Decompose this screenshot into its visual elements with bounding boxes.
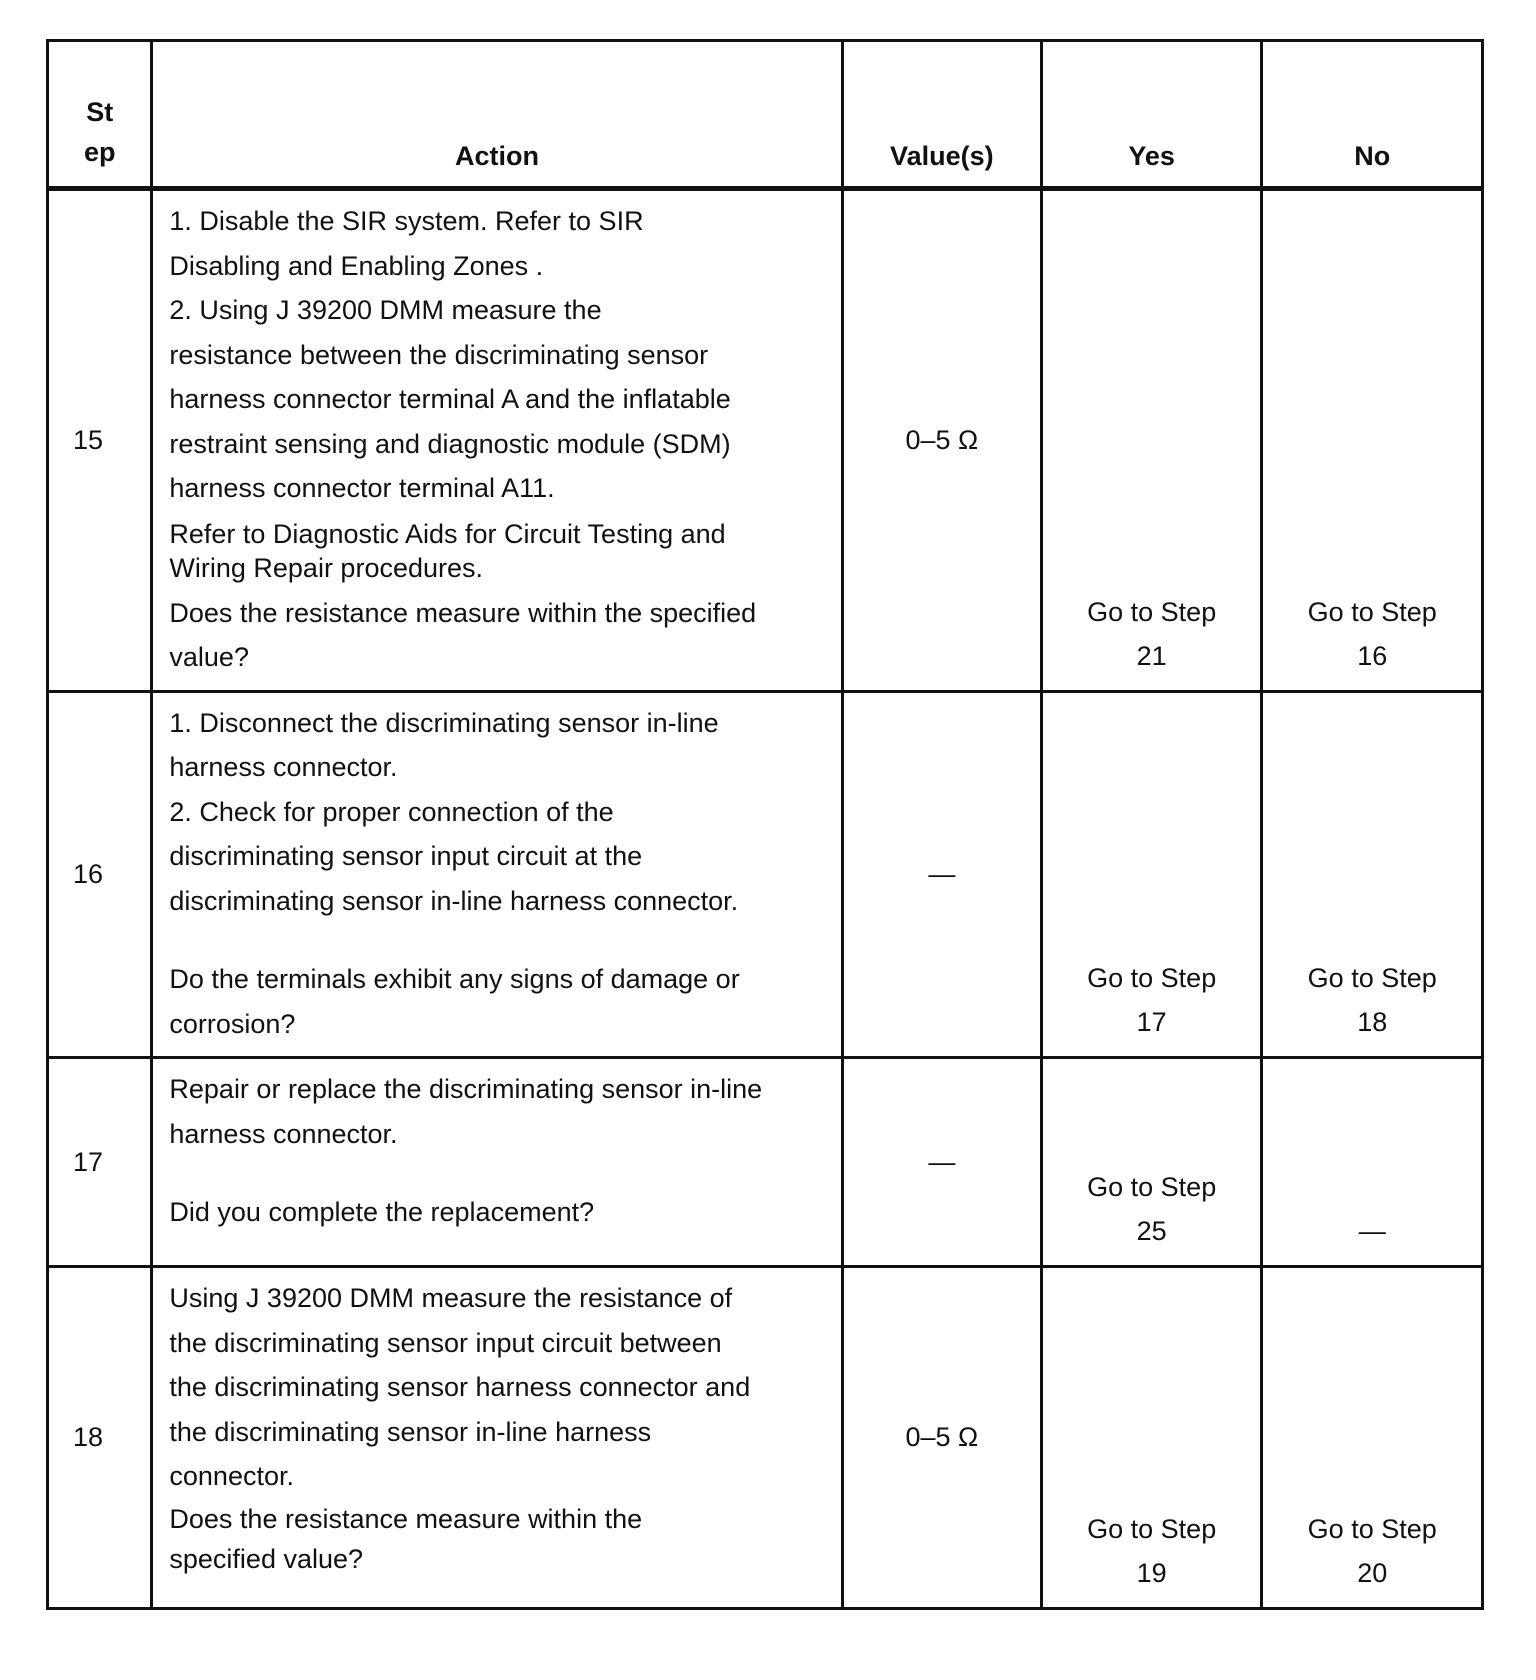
- header-step: [48, 41, 152, 189]
- question: [169, 1499, 828, 1579]
- header-action: Action: [152, 41, 842, 189]
- action-line: Disabling and Enabling Zones .: [169, 250, 544, 281]
- action-line: Refer to Diagnostic Aids for Circuit Testing and: [169, 518, 726, 549]
- question: [169, 1190, 828, 1235]
- action-cell: [152, 1058, 842, 1267]
- action-cell: [152, 1267, 842, 1609]
- yes-line: 25: [1136, 1216, 1167, 1246]
- yes-line: 17: [1136, 1007, 1167, 1037]
- no-cell: [1262, 691, 1483, 1058]
- action-line: discriminating sensor input circuit at the: [169, 841, 643, 871]
- step-number: 17: [48, 1058, 152, 1267]
- no-line: 20: [1357, 1558, 1388, 1588]
- no-cell: [1262, 189, 1483, 692]
- yes-line: Go to Step: [1087, 1514, 1217, 1544]
- action-line: discriminating sensor in-line harness connector.: [169, 885, 739, 916]
- no-cell: [1262, 1267, 1483, 1609]
- no-line: 18: [1357, 1007, 1388, 1037]
- action-line: 2. Check for proper connection of the: [169, 796, 614, 827]
- action-line: harness connector.: [169, 1118, 398, 1149]
- yes-cell: [1041, 189, 1262, 692]
- action-line: the discriminating sensor in-line harness: [169, 1416, 652, 1447]
- question-line: Do the terminals exhibit any signs of damage or: [169, 964, 740, 994]
- header-step-line-1: St: [86, 97, 114, 127]
- action-line: connector.: [169, 1461, 294, 1491]
- yes-line: Go to Step: [1087, 963, 1217, 993]
- no-line: Go to Step: [1307, 963, 1437, 993]
- yes-cell: [1041, 691, 1262, 1058]
- value-cell: —: [842, 1058, 1041, 1267]
- action-line: the discriminating sensor harness connector and: [169, 1372, 751, 1402]
- header-values: Value(s): [842, 41, 1041, 189]
- no-line: Go to Step: [1307, 596, 1437, 627]
- question-line: Does the resistance measure within the: [169, 1503, 643, 1534]
- table-row: [48, 691, 1483, 1058]
- no-line: Go to Step: [1307, 1514, 1437, 1544]
- table-row: [48, 1267, 1483, 1609]
- question: [169, 591, 828, 680]
- table-row: [48, 189, 1483, 692]
- action-line: harness connector.: [169, 752, 398, 782]
- no-line: —: [1358, 1216, 1386, 1246]
- question-line: Did you complete the replacement?: [169, 1197, 595, 1227]
- action-line: 1. Disable the SIR system. Refer to SIR: [169, 206, 644, 236]
- action-line: 2. Using J 39200 DMM measure the: [169, 295, 602, 325]
- header-yes: Yes: [1041, 41, 1262, 189]
- header-row: [48, 41, 1483, 189]
- yes-line: 21: [1136, 640, 1167, 671]
- table-row: [48, 1058, 1483, 1267]
- header-no: No: [1262, 41, 1483, 189]
- question: [169, 957, 828, 1046]
- yes-line: Go to Step: [1087, 1172, 1217, 1202]
- action-line: Repair or replace the discriminating sensor in-line: [169, 1074, 763, 1104]
- diagnostic-table: [46, 39, 1484, 1610]
- action-line: the discriminating sensor input circuit between: [169, 1327, 722, 1358]
- step-number: 16: [48, 691, 152, 1058]
- question-line: Does the resistance measure within the specified: [169, 597, 757, 628]
- yes-line: 19: [1136, 1558, 1167, 1588]
- no-cell: [1262, 1058, 1483, 1267]
- action-line: harness connector terminal A and the inflatable: [169, 384, 731, 414]
- action-line: Using J 39200 DMM measure the resistance of: [169, 1283, 733, 1313]
- action-cell: [152, 189, 842, 692]
- question-line: corrosion?: [169, 1008, 296, 1039]
- action-line: harness connector terminal A11.: [169, 473, 555, 503]
- action-cell: [152, 691, 842, 1058]
- value-cell: 0–5 Ω: [842, 189, 1041, 692]
- action-line: 1. Disconnect the discriminating sensor in-line: [169, 707, 719, 738]
- action-line: Wiring Repair procedures.: [169, 552, 484, 583]
- question-line: specified value?: [169, 1543, 364, 1574]
- question-line: value?: [169, 642, 249, 672]
- step-number: 15: [48, 189, 152, 692]
- no-line: 16: [1357, 640, 1388, 671]
- yes-cell: [1041, 1058, 1262, 1267]
- step-number: 18: [48, 1267, 152, 1609]
- yes-line: Go to Step: [1087, 596, 1217, 627]
- value-cell: 0–5 Ω: [842, 1267, 1041, 1609]
- yes-cell: [1041, 1267, 1262, 1609]
- value-cell: —: [842, 691, 1041, 1058]
- action-line: restraint sensing and diagnostic module (SDM): [169, 428, 731, 459]
- header-step-line-2: ep: [83, 137, 116, 167]
- action-line: resistance between the discriminating sensor: [169, 339, 709, 370]
